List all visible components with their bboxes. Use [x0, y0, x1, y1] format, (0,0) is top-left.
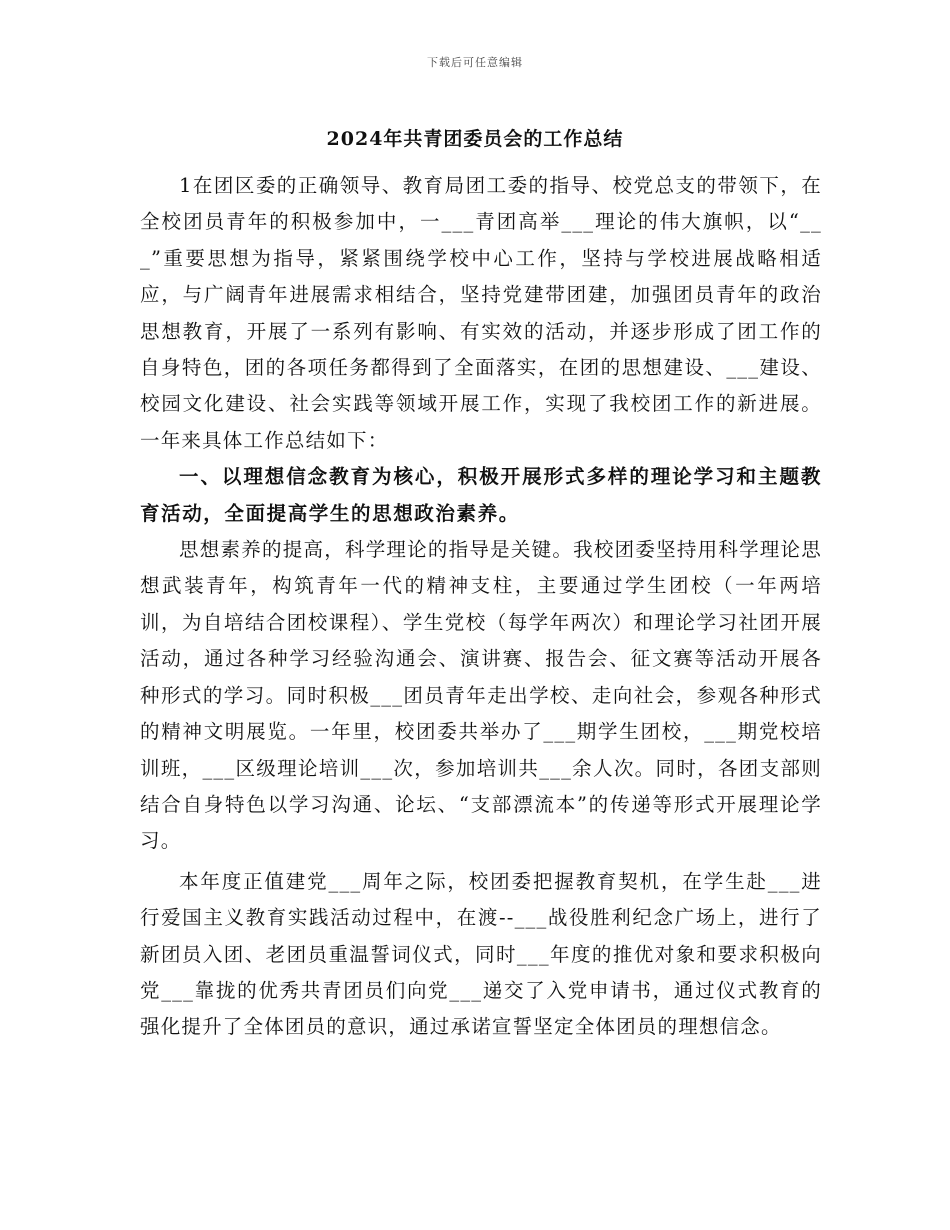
header-note: 下载后可任意编辑: [427, 56, 523, 69]
paragraph-theory-study: 思想素养的提高，科学理论的指导是关键。我校团委坚持用科学理论思想武装青年，构筑青年一代的精神支柱，主要通过学生团校（一年两培训，为自培结合团校课程）、学生党校（每学年两次）和理论学习社团开展活动，通过各种学习经验沟通会、演讲赛、报告会、征文赛等活动开展各种形式的学习。同时积极___团员青年走出学校、走向社会，参观各种形式的精神文明展览。一年里，校团委共举办了___期学生团校，___期党校培训班，___区级理论培训___次，参加培训共___余人次。同时，各团支部则结合自身特色以学习沟通、论坛、“支部漂流本”的传递等形式开展理论学习。: [140, 538, 822, 853]
section-heading-1: 一、以理想信念教育为核心，积极开展形式多样的理论学习和主题教育活动，全面提高学生的思想政治素养。: [140, 465, 822, 525]
document-title: 2024年共青团委员会的工作总结: [326, 128, 624, 150]
paragraph-intro: 1在团区委的正确领导、教育局团工委的指导、校党总支的带领下，在全校团员青年的积极参加中，一___青团高举___理论的伟大旗帜，以“___”重要思想为指导，紧紧围绕学校中心工作，坚持与学校进展战略相适应，与广阔青年进展需求相结合，坚持党建带团建，加强团员青年的政治思想教育，开展了一系列有影响、有实效的活动，并逐步形成了团工作的自身特色，团的各项任务都得到了全面落实，在团的思想建设、___建设、校园文化建设、社会实践等领域开展工作，实现了我校团工作的新进展。一年来具体工作总结如下：: [140, 174, 822, 452]
paragraph-party-anniversary: 本年度正值建党___周年之际，校团委把握教育契机，在学生赴___进行爱国主义教育实践活动过程中，在渡--___战役胜利纪念广场上，进行了新团员入团、老团员重温誓词仪式，同时___年度的推优对象和要求积极向党___靠拢的优秀共青团员们向党___递交了入党申请书，通过仪式教育的强化提升了全体团员的意识，通过承诺宣誓坚定全体团员的理想信念。: [140, 869, 822, 1039]
document-body: [140, 168, 822, 1046]
